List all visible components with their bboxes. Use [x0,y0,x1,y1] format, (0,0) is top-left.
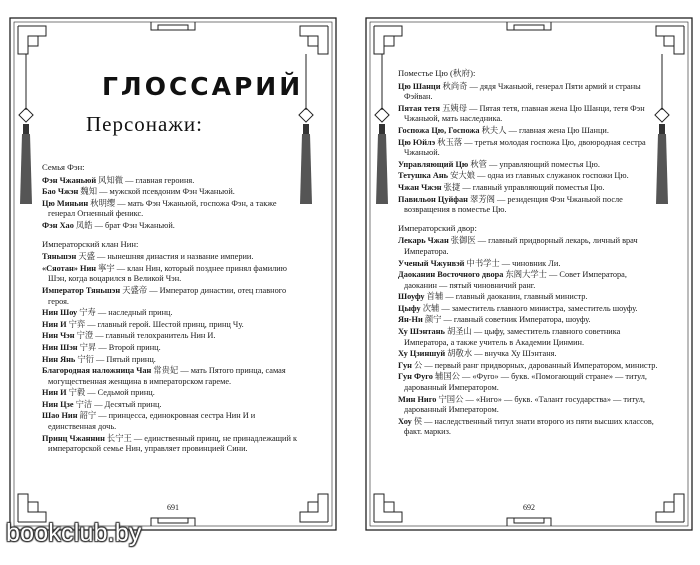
entry-term: Нин Янь [42,354,76,364]
entry-text: 宁弈 — главный герой. Шестой принц, принц Чу. [66,319,244,329]
glossary-title: ГЛОССАРИЙ [102,72,304,101]
entry-term: Гун Фуго [398,372,433,382]
entry-term: Цю Юйлэ [398,137,436,147]
entry-term: Гун [398,360,412,370]
glossary-entry [42,343,304,354]
entry-text: 凤皓 — брат Фэн Чжаньюй. [73,220,175,230]
entry-text: 公 — первый ранг придворных, дарованный Императором, министр. [411,360,658,370]
entry-term: Цю Миньин [42,198,89,208]
entry-text: 秋夫人 — главная жена Цю Шанци. [479,125,609,135]
entry-term: Ученый Чжунвэй [398,258,465,268]
entry-term: Чжан Чжэн [398,182,442,192]
entry-term: Ху Шэнтань [398,327,445,337]
entry-text: 宁澄 — главный телохранитель Нин И. [74,331,216,341]
entry-term: Тяньшэн [42,252,77,262]
entry-text: 辅国公 — «Фуго» — букв. «Помогающий стране» — титул, дарованный Императором. [404,372,647,393]
entry-text: 风知微 — главная героиня. [96,175,195,185]
characters-title: Персонажи: [86,112,203,136]
glossary-entry [398,104,660,125]
entry-text: 韶宁 — принцесса, единокровная сестра Нин И и единственная дочь. [48,411,256,432]
entry-text: 长宁王 — единственный принц, не принадлежащий к императорской семье Нин, управляет провинцией Сини. [48,433,298,454]
entry-term: «Сяотан» Нин [42,263,97,273]
entry-term: Мин Ниго [398,394,437,404]
section-title: Императорский клан Нин: [42,238,139,249]
glossary-entry [42,434,304,455]
entry-term: Цыфу [398,303,421,313]
entry-term: Нин Цзе [42,399,74,409]
glossary-entry [42,264,304,285]
right-page-content [398,68,660,439]
entry-text: 魏知 — мужской псевдоним Фэн Чжаньюй. [78,187,235,197]
entry-text: 中书学士 — чиновник Ли. [464,258,561,268]
entry-text: 天盛 — нынешняя династия и название империи. [76,252,254,262]
entry-text: 安大娘 — одна из главных служанок госпожи Цю. [448,171,629,181]
entry-text: 天盛帝 — Император династии, отец главного героя. [48,285,287,306]
entry-text: 宁昇 — Второй принц. [77,342,161,352]
entry-term: Ху Цзиншуй [398,349,446,359]
entry-text: 宁洁 — Десятый принц. [73,399,162,409]
left-tassel-icon [375,54,389,204]
entry-text: 常贵妃 — мать Пятого принца, самая могущественная женщина в императорском гареме. [48,366,286,386]
glossary-entry [398,171,660,182]
section-title: Поместье Цю (秋府): [398,68,476,78]
entry-term: Управляющий Цю [398,159,469,169]
glossary-entry [42,366,304,387]
glossary-entry [398,195,660,216]
glossary-entry [42,388,304,399]
entry-text: 秋管 — управляющий поместья Цю. [468,159,600,169]
entry-term: Цю Шанци [398,81,441,91]
entry-term: Фэн Чжаньюй [42,175,97,185]
entry-text: 首辅 — главный даоканин, главный министр. [424,292,588,302]
glossary-entry [398,304,660,315]
entry-text: 宁国公 — «Ниго» — букв. «Талант государства» — титул, дарованный Императором. [404,394,646,415]
entry-text: 宁毅 — Седьмой принц. [66,388,155,398]
glossary-entry [398,361,660,372]
entry-text: 张御医 — главный придворный лекарь, личный врач Императора. [404,236,638,256]
glossary-entry [42,331,304,342]
glossary-entry [398,327,660,348]
entry-term: Ян-Ни [398,315,423,325]
entry-text: 侯 — наследственный титул знати второго из пяти высших классов, факт. маркиз. [404,416,654,437]
entry-text: 胡敬水 — внучка Ху Шэнтаня. [445,349,557,359]
glossary-entry [398,160,660,171]
left-page [6,14,340,534]
entry-text: 秋明缨 — мать Фэн Чжаньюй, госпожа Фэн, а также генерал Огненный феникс. [48,198,277,219]
section-title: Семья Фэн: [42,162,85,172]
entry-text: 宁衍 — Пятый принц. [75,354,156,364]
left-tassel-icon [19,54,33,204]
entry-text: 秋玉落 — третья молодая госпожа Цю, двоюродная сестра Чжаньюй. [404,137,646,158]
entry-text: 次辅 — заместитель главного министра, заместитель шоуфу. [420,303,638,313]
entry-text: 胡圣山 — цыфу, заместитель главного советника Императора, а также учитель в Академии Цинмин. [404,327,621,347]
glossary-entry [398,138,660,159]
entry-text: 宁寿 — наследный принц. [77,308,173,318]
glossary-entry [398,315,660,326]
entry-term: Император Тяньшэн [42,285,121,295]
entry-text: 五姨母 — Пятая тетя, главная жена Цю Шанци, тетя Фэн Чжаньюй, мать наследника. [404,103,645,124]
watermark-text: bookclub.by [6,519,142,547]
glossary-entry [42,308,304,319]
entry-text: 东阁大学士 — Совет Императора, даоканин — пятый чиновничий ранг. [404,270,627,290]
glossary-entry [42,176,304,187]
glossary-entry [398,372,660,393]
glossary-entry [42,320,304,331]
glossary-entry [398,259,660,270]
glossary-entry [398,349,660,360]
right-page [362,14,696,534]
glossary-entry [398,126,660,137]
glossary-entry [398,417,660,438]
glossary-entry [42,221,304,232]
entry-term: Нин Шэн [42,342,78,352]
glossary-entry [398,292,660,303]
entry-term: Фэн Хао [42,220,74,230]
entry-term: Бао Чжэн [42,187,79,197]
entry-text: 颜宁 — главный советник Императора, шоуфу. [422,315,591,325]
entry-text: 寧宇 — клан Нин, который позднее принял фамилию Шэн, когда воцарился в Великой Чэн. [48,263,287,284]
glossary-entry [42,400,304,411]
section-title: Императорский двор: [398,222,477,233]
glossary-entry [398,183,660,194]
glossary-entry [42,252,304,263]
glossary-entry [42,187,304,198]
entry-term: Лекарь Чжан [398,236,449,246]
entry-term: Нин И [42,388,67,398]
entry-text: 翠芳阁 — резиденция Фэн Чжаньюй после возвращения в поместье Цю. [404,194,623,215]
entry-term: Благородная наложница Чан [42,366,152,376]
entry-term: Тетушка Ань [398,171,449,181]
entry-term: Госпожа Цю, Госпожа [398,125,480,135]
glossary-entry [42,199,304,220]
entry-term: Нин Шоу [42,308,78,318]
glossary-entry [42,286,304,307]
entry-term: Нин Чэн [42,331,75,341]
glossary-entry [42,411,304,432]
entry-term: Хоу [398,416,412,426]
entry-term: Шао Нин [42,411,78,421]
entry-term: Пятая тетя [398,103,441,113]
entry-text: 张捷 — главный управляющий поместья Цю. [441,182,605,192]
glossary-entry [398,236,660,257]
left-page-content [42,162,304,456]
glossary-entry [42,355,304,366]
glossary-entry [398,82,660,103]
glossary-entry [398,395,660,416]
entry-term: Принц Чжаннин [42,433,105,443]
page-number: 691 [167,503,179,512]
entry-term: Павильон Цуйфан [398,194,468,204]
glossary-entry [398,270,660,291]
page-number: 692 [523,503,535,512]
entry-term: Даоканин Восточного двора [398,270,504,280]
entry-text: 秋尚奇 — дядя Чжаньюй, генерал Пяти армий и страны Фэйван. [404,81,641,102]
entry-term: Шоуфу [398,292,425,302]
entry-term: Нин И [42,319,67,329]
